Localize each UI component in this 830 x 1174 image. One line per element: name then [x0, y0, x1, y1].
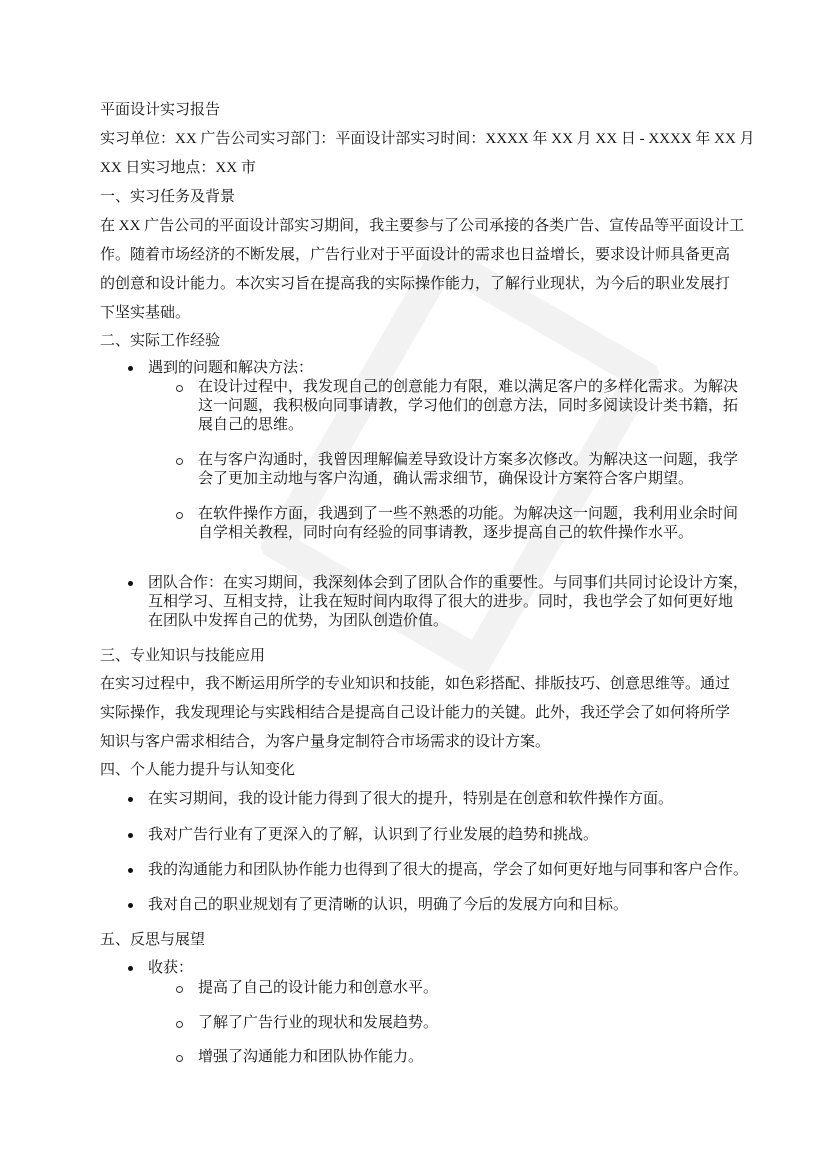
list-item: 收获：: [148, 960, 194, 976]
bullet-icon: [128, 833, 133, 838]
sub-item: 增强了沟通能力和团队协作能力。: [198, 1049, 424, 1065]
sub-item-line: 会了更加主动地与客户沟通，确认需求细节，确保设计方案符合客户期望。: [198, 471, 694, 487]
list-item: 在实习期间，我的设计能力得到了很大的提升，特别是在创意和软件操作方面。: [148, 791, 674, 807]
sub-item-line: 在与客户沟通时，我曾因理解偏差导致设计方案多次修改。为解决这一问题，我学: [198, 452, 739, 468]
paragraph-line: 知识与客户需求相结合，为客户量身定制符合市场需求的设计方案。: [100, 734, 551, 750]
list-item: 我的沟通能力和团队协作能力也得到了很大的提高，学会了如何更好地与同事和客户合作。: [148, 862, 749, 878]
bullet-icon: [128, 966, 133, 971]
info-line: XX 日实习地点：XX 市: [100, 160, 256, 176]
paragraph-line: 的创意和设计能力。本次实习旨在提高我的实际操作能力，了解行业现状，为今后的职业发展打: [100, 276, 731, 292]
list-item: 我对广告行业有了更深入的了解，认识到了行业发展的趋势和挑战。: [148, 827, 599, 843]
list-item-line: 在团队中发挥自己的优势，为团队创造价值。: [148, 613, 449, 629]
paragraph-line: 下坚实基础。: [100, 305, 191, 321]
sub-item-line: 自学相关教程，同时向有经验的同事请教，逐步提高自己的软件操作水平。: [198, 525, 694, 541]
circle-bullet-icon: [176, 512, 183, 519]
bullet-icon: [128, 581, 133, 586]
sub-item: 了解了广告行业的现状和发展趋势。: [198, 1015, 439, 1031]
section-heading: 二、实际工作经验: [100, 333, 221, 349]
circle-bullet-icon: [176, 1021, 183, 1028]
doc-title: 平面设计实习报告: [100, 102, 221, 118]
list-item-line: 团队合作：在实习期间，我深刻体会到了团队合作的重要性。与同事们共同讨论设计方案，: [148, 575, 749, 591]
paragraph-line: 在 XX 广告公司的平面设计部实习期间，我主要参与了公司承接的各类广告、宣传品等平面设计工: [100, 218, 745, 234]
sub-item-line: 在软件操作方面，我遇到了一些不熟悉的功能。为解决这一问题，我利用业余时间: [198, 506, 739, 522]
bullet-icon: [128, 797, 133, 802]
bullet-icon: [128, 868, 133, 873]
sub-item: 提高了自己的设计能力和创意水平。: [198, 980, 439, 996]
paragraph-line: 在实习过程中，我不断运用所学的专业知识和技能，如色彩搭配、排版技巧、创意思维等。通过: [100, 676, 731, 692]
circle-bullet-icon: [176, 986, 183, 993]
section-heading: 一、实习任务及背景: [100, 189, 236, 205]
paragraph-line: 实际操作，我发现理论与实践相结合是提高自己设计能力的关键。此外，我还学会了如何将所学: [100, 705, 731, 721]
bullet-icon: [128, 903, 133, 908]
list-item: 我对自己的职业规划有了更清晰的认识，明确了今后的发展方向和目标。: [148, 897, 629, 913]
list-item-line: 互相学习、互相支持，让我在短时间内取得了很大的进步。同时，我也学会了如何更好地: [148, 594, 734, 610]
sub-item-line: 展自己的思维。: [198, 417, 304, 433]
circle-bullet-icon: [176, 385, 183, 392]
section-heading: 三、专业知识与技能应用: [100, 648, 266, 664]
section-heading: 四、个人能力提升与认知变化: [100, 762, 296, 778]
section-heading: 五、反思与展望: [100, 932, 206, 948]
list-item: 遇到的问题和解决方法：: [148, 360, 314, 376]
circle-bullet-icon: [176, 458, 183, 465]
sub-item-line: 在设计过程中，我发现自己的创意能力有限，难以满足客户的多样化需求。为解决: [198, 379, 739, 395]
info-line: 实习单位：XX 广告公司实习部门：平面设计部实习时间：XXXX 年 XX 月 XX 日 - XXXX 年 XX 月: [100, 131, 755, 147]
circle-bullet-icon: [176, 1055, 183, 1062]
paragraph-line: 作。随着市场经济的不断发展，广告行业对于平面设计的需求也日益增长，要求设计师具备更高: [100, 247, 731, 263]
bullet-icon: [128, 366, 133, 371]
sub-item-line: 这一问题，我积极向同事请教，学习他们的创意方法，同时多阅读设计类书籍，拓: [198, 398, 739, 414]
